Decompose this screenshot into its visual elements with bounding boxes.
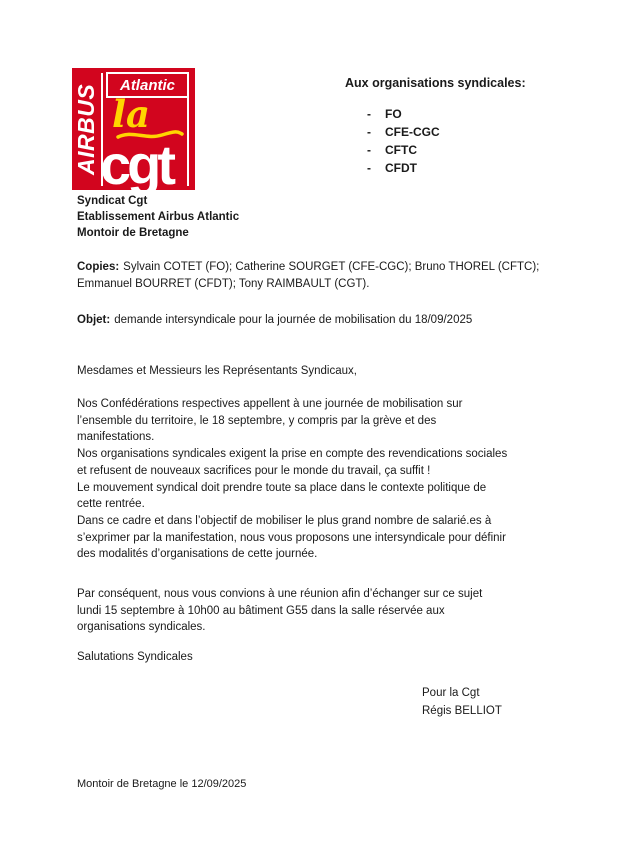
- signature-on-behalf: Pour la Cgt: [422, 687, 480, 699]
- objet-label: Objet:: [77, 314, 111, 326]
- sender-block: [77, 193, 239, 241]
- sender-line-city: Montoir de Bretagne: [77, 227, 189, 239]
- sender-line-union: Syndicat Cgt: [77, 195, 148, 207]
- recipient-label: FO: [385, 107, 402, 121]
- recipient-item-fo: [345, 105, 526, 123]
- logo-airbus-vertical-text: AIRBUS: [73, 83, 99, 175]
- body-paragraph-main: Nos Confédérations respectives appellent à une journée de mobilisation sur l’ensemble du territoire, le 18 septembre, y compris par la grève et des manifestations. Nos organisations syndicales exigent la prise en compte des revendications sociales et refusent de nouveaux sacrifices pour le monde du travail, ça suffit ! Le mouvement syndical doit prendre toute sa place dans le contexte politique de cette rentrée. Dans ce cadre et dans l’objectif de mobiliser le plus grand nombre de salarié.es à s’exprimer par la manifestation, nous vous proposons une intersyndicale pour définir des modalités d’organisations de cette journée.: [77, 398, 508, 561]
- list-dash: -: [367, 125, 371, 139]
- recipient-label: CFDT: [385, 161, 417, 175]
- recipients-title: Aux organisations syndicales:: [345, 76, 526, 90]
- sender-line-site: Etablissement Airbus Atlantic: [77, 211, 240, 223]
- list-dash: -: [367, 143, 371, 157]
- cgt-airbus-atlantic-logo: [72, 68, 195, 197]
- date-place-line: Montoir de Bretagne le 12/09/2025: [77, 778, 247, 790]
- logo-right-line: [187, 72, 189, 186]
- recipient-item-cftc: [345, 141, 526, 159]
- copies-text: Sylvain COTET (FO); Catherine SOURGET (CFE-CGC); Bruno THOREL (CFTC); Emmanuel BOURRET (CFDT); Tony RAIMBAULT (CGT).: [77, 261, 540, 290]
- salutation-line: Mesdames et Messieurs les Représentants Syndicaux,: [77, 365, 357, 377]
- body-paragraph-meeting: Par conséquent, nous vous convions à une réunion afin d’échanger sur ce sujet lundi 15 septembre à 10h00 au bâtiment G55 dans la salle réservée aux organisations syndicales.: [77, 588, 483, 634]
- recipient-label: CFTC: [385, 143, 417, 157]
- copies-line: [77, 259, 589, 293]
- recipient-label: CFE-CGC: [385, 125, 440, 139]
- objet-line: [77, 314, 602, 326]
- signature-name: Régis BELLIOT: [422, 704, 502, 717]
- logo-cgt-wordmark: cgt: [100, 133, 172, 197]
- logo-la-script: la: [112, 92, 151, 136]
- recipient-item-cfe-cgc: [345, 123, 526, 141]
- recipients-list: [345, 105, 526, 177]
- objet-text: demande intersyndicale pour la journée de mobilisation du 18/09/2025: [114, 314, 473, 326]
- recipient-item-cfdt: [345, 159, 526, 177]
- signature-block: [422, 685, 502, 720]
- list-dash: -: [367, 107, 371, 121]
- logo-atlantic-label: Atlantic: [106, 72, 189, 98]
- list-dash: -: [367, 161, 371, 175]
- recipients-block: [345, 76, 526, 177]
- copies-label: Copies:: [77, 261, 120, 273]
- closing-line: Salutations Syndicales: [77, 651, 193, 663]
